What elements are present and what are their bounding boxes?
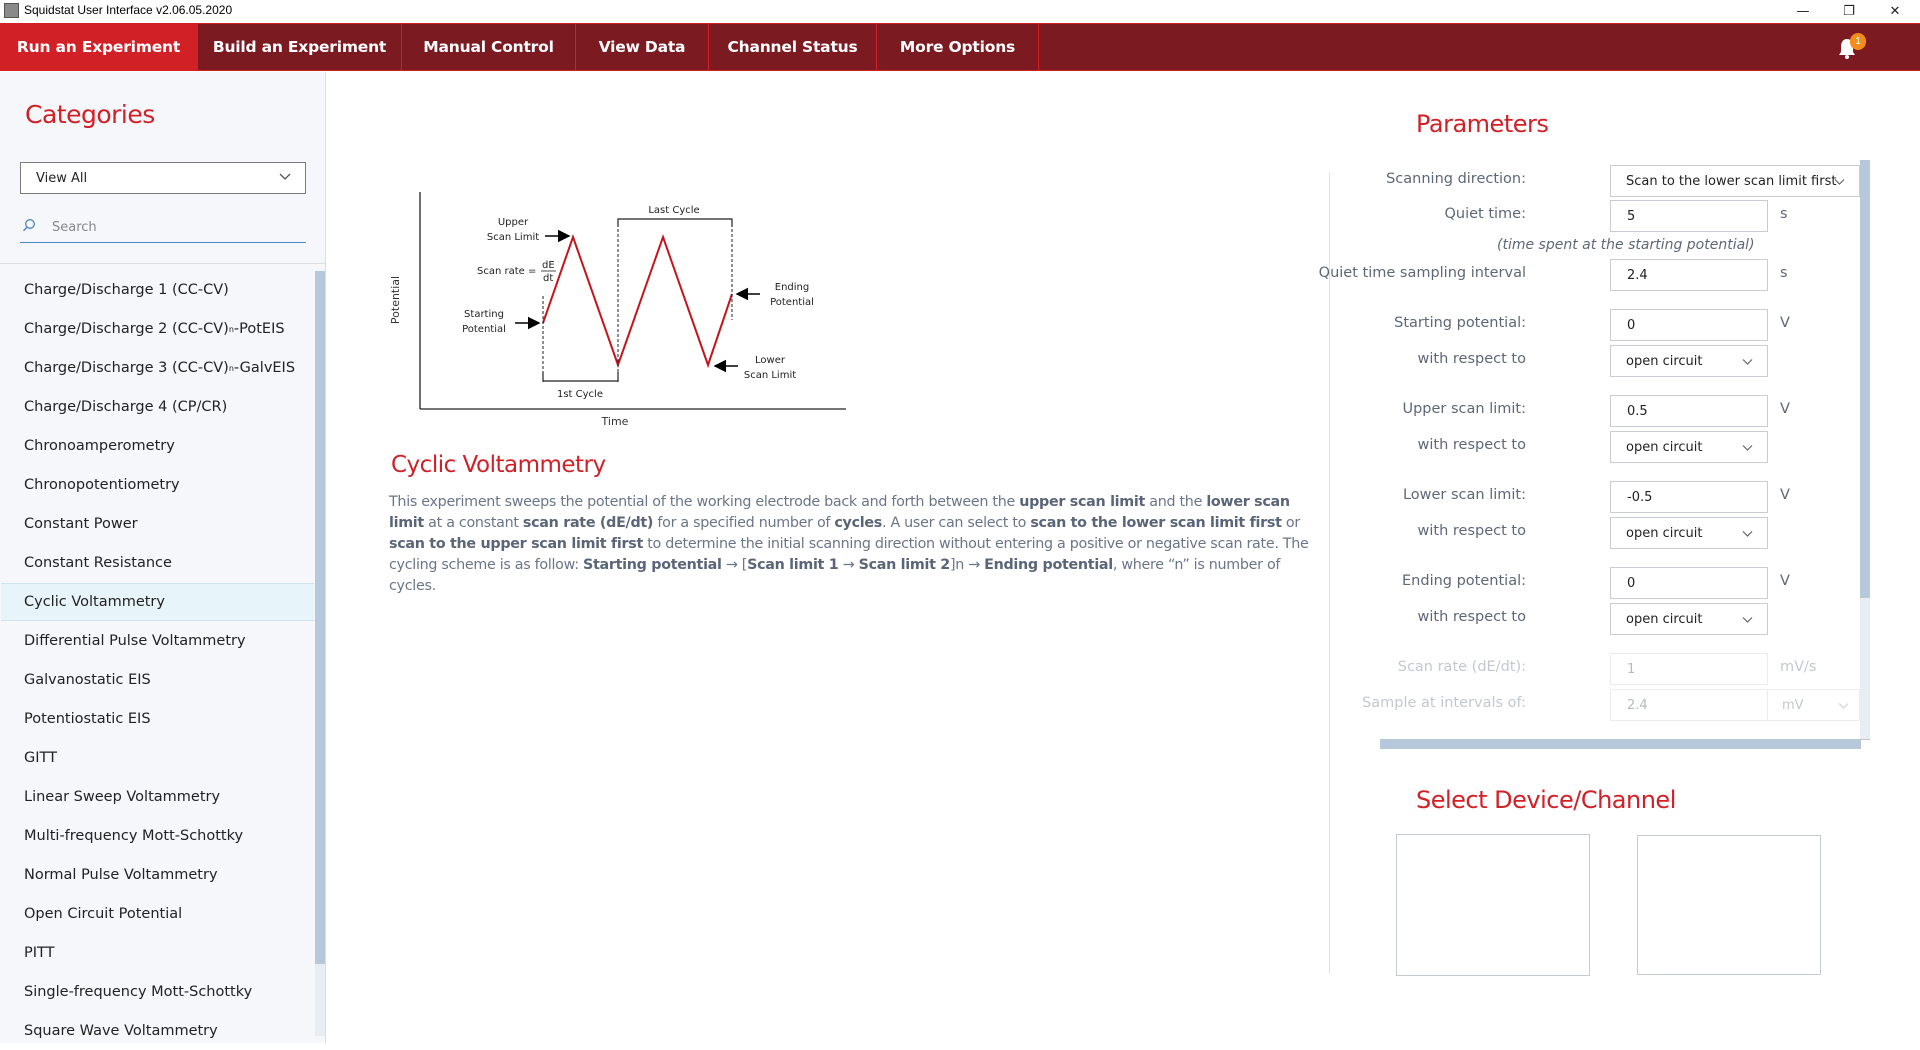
category-item[interactable] <box>1 700 314 738</box>
restore-icon: ❐ <box>1843 4 1855 19</box>
category-item-label: Constant Power <box>24 516 138 532</box>
category-item-label: Chronopotentiometry <box>24 477 180 493</box>
first-cycle-bracket <box>543 372 618 381</box>
x-axis-label: Time <box>601 415 629 428</box>
scanning-direction-value: Scan to the lower scan limit first <box>1626 173 1837 189</box>
category-item[interactable] <box>1 973 314 1011</box>
nav-build-experiment[interactable]: Build an Experiment <box>198 24 402 70</box>
categories-title: Categories <box>25 100 155 129</box>
category-filter-dropdown[interactable] <box>20 162 306 194</box>
nav-view-data[interactable]: View Data <box>576 24 709 70</box>
search-input[interactable] <box>52 216 292 238</box>
chevron-down-icon <box>1838 700 1849 711</box>
quiet-interval-label: Quiet time sampling interval <box>1318 265 1526 281</box>
category-item-label: Charge/Discharge 2 (CC-CV) <box>24 321 229 337</box>
category-item-label: Potentiostatic EIS <box>24 711 151 727</box>
description-bold-term: Starting potential <box>583 557 722 573</box>
categories-sidebar <box>0 72 326 1043</box>
scan-rate-input[interactable] <box>1610 653 1768 685</box>
starting-potential-unit: V <box>1780 315 1790 331</box>
category-item-label: Chronoamperometry <box>24 438 175 454</box>
window-title: Squidstat User Interface v2.06.05.2020 <box>24 3 233 17</box>
description-text: or <box>1281 515 1300 531</box>
scanning-direction-row <box>1380 165 1860 197</box>
category-item[interactable] <box>1 388 314 426</box>
category-item-label: Multi-frequency Mott-Schottky <box>24 828 244 844</box>
nav-manual-control[interactable]: Manual Control <box>402 24 576 70</box>
sample-interval-input[interactable] <box>1610 689 1768 721</box>
lower-limit-input[interactable] <box>1610 481 1768 513</box>
close-button[interactable] <box>1872 0 1918 23</box>
parameters-panel <box>1318 160 1860 739</box>
starting-potential-ref-value: open circuit <box>1626 353 1703 369</box>
scan-rate-dt: dt <box>543 273 554 284</box>
category-item-label: GITT <box>24 750 57 766</box>
category-item[interactable] <box>1 739 314 777</box>
category-item[interactable] <box>1 310 314 348</box>
scan-rate-unit: mV/s <box>1780 659 1817 675</box>
scan-rate-de: dE <box>542 260 555 271</box>
category-item[interactable] <box>1 583 314 621</box>
category-item-label: Galvanostatic EIS <box>24 672 151 688</box>
ending-potential-row <box>1380 567 1860 599</box>
minimize-button[interactable] <box>1780 0 1826 23</box>
upper-limit-ref-value: open circuit <box>1626 439 1703 455</box>
category-item[interactable] <box>1 622 314 660</box>
category-item[interactable] <box>1 778 314 816</box>
lower-limit-ref-label: with respect to <box>1417 523 1526 539</box>
category-item[interactable] <box>1 466 314 504</box>
description-text: at a constant <box>423 515 523 531</box>
category-item-subscript: n <box>228 363 234 373</box>
scan-rate-label: Scan rate (dE/dt): <box>1397 659 1526 675</box>
category-item[interactable] <box>1 271 314 309</box>
category-list <box>1 264 314 1043</box>
main-nav <box>0 23 1920 71</box>
category-item-label: Single-frequency Mott-Schottky <box>24 984 253 1000</box>
select-device-title: Select Device/Channel <box>1416 786 1676 814</box>
lower-limit-label: Lower scan limit: <box>1402 487 1526 503</box>
quiet-time-note: (time spent at the starting potential) <box>1497 237 1755 253</box>
category-item[interactable] <box>1 427 314 465</box>
experiment-description <box>389 492 1309 597</box>
ending-potential-ref-value: open circuit <box>1626 611 1703 627</box>
y-axis-label: Potential <box>389 275 402 325</box>
description-text: for a specified number of <box>653 515 835 531</box>
ending-potential-ref-dropdown[interactable] <box>1610 603 1768 635</box>
description-bold-term: Ending potential <box>984 557 1113 573</box>
ending-potential-input[interactable] <box>1610 567 1768 599</box>
sample-interval-unit-dropdown[interactable] <box>1768 689 1860 721</box>
sample-interval-row <box>1362 689 1860 721</box>
chevron-down-icon <box>279 170 291 182</box>
experiment-title: Cyclic Voltammetry <box>391 452 606 478</box>
app-icon <box>4 3 19 18</box>
description-bold-term: lower scan limit <box>389 494 1290 531</box>
ending-potential-unit: V <box>1780 573 1790 589</box>
panel-divider <box>1329 172 1330 974</box>
category-item[interactable] <box>1 895 314 933</box>
parameters-vertical-scrollbar-thumb[interactable] <box>1860 160 1870 598</box>
upper-limit-row <box>1380 395 1860 427</box>
description-text: to determine the initial scanning direction without entering a positive or negative scan rate. The cycling scheme is as follow: <box>389 536 1309 573</box>
description-bold-term: cycles <box>834 515 882 531</box>
chevron-down-icon <box>1742 528 1753 539</box>
quiet-time-input[interactable] <box>1610 200 1768 232</box>
lower-limit-ref-row <box>1380 517 1860 549</box>
starting-potential-ref-row <box>1380 345 1860 377</box>
upper-limit-unit: V <box>1780 401 1790 417</box>
category-item[interactable] <box>1 661 314 699</box>
cv-waveform <box>543 237 732 365</box>
description-text: → <box>838 557 859 573</box>
ending-potential-ref-row <box>1380 603 1860 635</box>
quiet-time-label: Quiet time: <box>1444 206 1526 222</box>
chevron-down-icon <box>1742 442 1753 453</box>
category-item-suffix: -PotEIS <box>233 321 285 337</box>
category-item-label: Charge/Discharge 3 (CC-CV) <box>24 360 229 376</box>
sample-interval-label: Sample at intervals of: <box>1362 695 1526 711</box>
lower-limit-row <box>1380 481 1860 513</box>
description-bold-term: upper scan limit <box>1019 494 1146 510</box>
starting-potential-ref-label: with respect to <box>1417 351 1526 367</box>
quiet-time-row <box>1380 200 1860 232</box>
lower-limit-ref-value: open circuit <box>1626 525 1703 541</box>
starting-potential-input[interactable] <box>1610 309 1768 341</box>
quiet-interval-unit: s <box>1780 265 1788 281</box>
category-filter-value: View All <box>36 170 88 186</box>
search-box <box>20 212 306 243</box>
category-item-label: PITT <box>24 945 55 961</box>
title-bar <box>0 0 1920 23</box>
description-text: . A user can select to <box>881 515 1031 531</box>
description-bold-term: Scan limit 1 <box>747 557 839 573</box>
scrollbar-corner <box>1860 739 1870 749</box>
chevron-down-icon <box>1742 356 1753 367</box>
nav-channel-status[interactable]: Channel Status <box>709 24 877 70</box>
first-cycle-label: 1st Cycle <box>556 389 604 400</box>
category-item-label: Open Circuit Potential <box>24 906 183 922</box>
maximize-button[interactable] <box>1826 0 1872 23</box>
category-item-label: Charge/Discharge 1 (CC-CV) <box>24 282 229 298</box>
sidebar-scrollbar[interactable] <box>315 271 325 1036</box>
description-bold-term: scan to the upper scan limit first <box>389 536 643 552</box>
category-item-label: Linear Sweep Voltammetry <box>24 789 221 805</box>
ending-potential-label: Ending potential: <box>1402 573 1526 589</box>
chevron-down-icon <box>1834 176 1845 187</box>
scanning-direction-dropdown[interactable] <box>1610 165 1860 197</box>
nav-run-experiment[interactable]: Run an Experiment <box>0 24 198 70</box>
category-item[interactable] <box>1 505 314 543</box>
upper-limit-label-1: Upper <box>497 217 529 228</box>
last-cycle-bracket <box>618 219 732 227</box>
starting-potential-label-2: Potential <box>462 324 506 335</box>
category-item-suffix: -GalvEIS <box>233 360 296 376</box>
cv-waveform-diagram <box>380 180 860 440</box>
description-text: → [ <box>721 557 748 573</box>
search-icon <box>22 218 36 232</box>
quiet-interval-input[interactable] <box>1610 259 1768 291</box>
description-text: ]n → <box>949 557 985 573</box>
parameters-vertical-scrollbar[interactable] <box>1860 160 1870 739</box>
category-item-label: Cyclic Voltammetry <box>24 594 165 610</box>
lower-limit-ref-dropdown[interactable] <box>1610 517 1768 549</box>
upper-limit-input[interactable] <box>1610 395 1768 427</box>
ending-potential-ref-label: with respect to <box>1417 609 1526 625</box>
parameters-title: Parameters <box>1416 110 1549 138</box>
upper-limit-ref-row <box>1380 431 1860 463</box>
chevron-down-icon <box>1742 614 1753 625</box>
upper-limit-ref-label: with respect to <box>1417 437 1526 453</box>
quiet-time-unit: s <box>1780 206 1788 222</box>
upper-limit-ref-dropdown[interactable] <box>1610 431 1768 463</box>
starting-potential-ref-dropdown[interactable] <box>1610 345 1768 377</box>
upper-limit-label: Upper scan limit: <box>1402 401 1526 417</box>
category-item[interactable] <box>1 934 314 972</box>
upper-limit-label-2: Scan Limit <box>486 232 540 243</box>
notification-badge: 1 <box>1850 33 1866 50</box>
category-item[interactable] <box>1 1012 314 1050</box>
sample-interval-unit: mV <box>1782 697 1804 713</box>
category-item[interactable] <box>1 856 314 894</box>
parameters-horizontal-scrollbar[interactable] <box>1380 739 1860 749</box>
category-item-label: Square Wave Voltammetry <box>24 1023 218 1039</box>
starting-potential-label: Starting potential: <box>1394 315 1526 331</box>
category-item-label: Differential Pulse Voltammetry <box>24 633 246 649</box>
last-cycle-label: Last Cycle <box>648 205 700 216</box>
category-item[interactable] <box>1 349 314 387</box>
sidebar-scrollbar-thumb[interactable] <box>315 271 325 964</box>
lower-limit-unit: V <box>1780 487 1790 503</box>
scan-rate-row <box>1380 653 1860 685</box>
category-item-label: Charge/Discharge 4 (CP/CR) <box>24 399 228 415</box>
description-text: , where “n” is number of cycles. <box>389 557 1281 594</box>
category-item-subscript: n <box>228 324 234 334</box>
description-text: This experiment sweeps the potential of the working electrode back and forth between the <box>389 494 1020 510</box>
minimize-icon: — <box>1796 4 1810 19</box>
scan-rate-label: Scan rate = <box>477 266 537 277</box>
scanning-direction-label: Scanning direction: <box>1386 171 1526 187</box>
description-bold-term: scan rate (dE/dt) <box>522 515 654 531</box>
nav-more-options[interactable]: More Options <box>877 24 1039 70</box>
category-item-label: Constant Resistance <box>24 555 172 571</box>
category-item[interactable] <box>1 817 314 855</box>
ending-potential-label-1: Ending <box>774 282 810 293</box>
device-list[interactable] <box>1396 834 1590 976</box>
lower-limit-label-1: Lower <box>755 355 785 366</box>
channel-list[interactable] <box>1637 835 1821 975</box>
category-item-label: Normal Pulse Voltammetry <box>24 867 218 883</box>
description-bold-term: scan to the lower scan limit first <box>1030 515 1282 531</box>
quiet-interval-row <box>1318 259 1860 291</box>
ending-potential-label-2: Potential <box>770 297 814 308</box>
starting-potential-label-1: Starting <box>464 309 504 320</box>
category-item[interactable] <box>1 544 314 582</box>
close-icon: ✕ <box>1889 4 1901 19</box>
description-text: and the <box>1145 494 1207 510</box>
description-bold-term: Scan limit 2 <box>858 557 950 573</box>
lower-limit-label-2: Scan Limit <box>743 370 797 381</box>
starting-potential-row <box>1380 309 1860 341</box>
